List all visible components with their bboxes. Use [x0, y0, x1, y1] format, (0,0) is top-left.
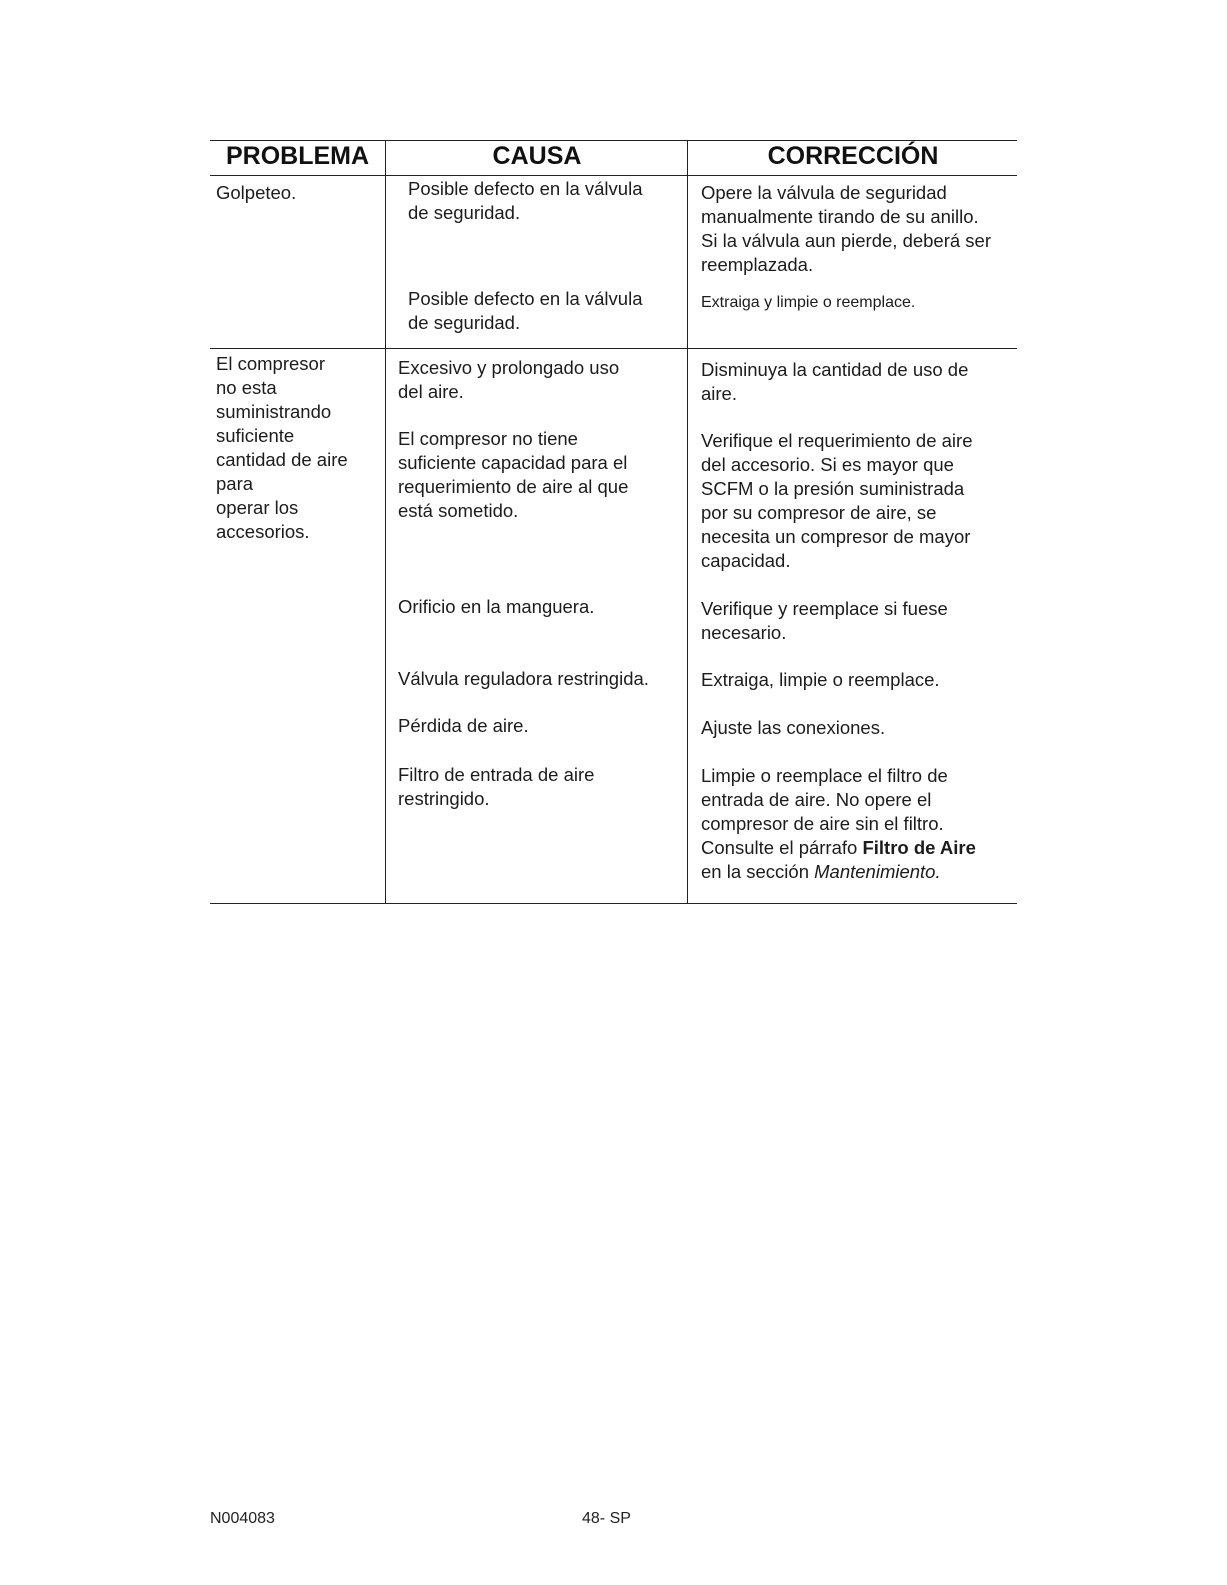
cause-regulator-restricted: Válvula reguladora restringida. [398, 668, 649, 689]
cause-excessive-use: Excesivo y prolongado uso del aire. [398, 357, 620, 402]
correction-filter-text: Limpie o reemplace el filtro de entrada de aire. No opere el compresor de aire sin el filtro. Consulte el párrafo [701, 765, 948, 858]
cause-safety-valve-2: Posible defecto en la válvula de seguridad. [408, 288, 643, 333]
cause-air-loss: Pérdida de aire. [398, 715, 529, 736]
correction-safety-valve-1: Opere la válvula de seguridad manualmente tirando de su anillo. Si la válvula aun pierde, deberá ser reemplazada. [701, 182, 992, 275]
problem-golpeteo: Golpeteo. [216, 182, 297, 203]
header-problem: PROBLEMA [225, 142, 370, 170]
cause-low-capacity: El compresor no tiene suficiente capacidad para el requerimiento de aire al que está sometido. [398, 428, 629, 521]
correction-filter [701, 764, 976, 884]
row-divider-rule [210, 348, 1017, 349]
correction-check-requirement: Verifique el requerimiento de aire del accesorio. Si es mayor que SCFM o la presión suministrada por su compresor de aire, se necesita un compresor de mayor capacidad. [701, 430, 973, 571]
column-divider-1 [385, 140, 386, 903]
header-correction: CORRECCIÓN [767, 142, 939, 170]
header-bottom-rule [210, 175, 1017, 176]
correction-filter-text-2: en la sección [701, 861, 809, 882]
correction-replace-hose: Verifique y reemplace si fuese necesario. [701, 598, 948, 643]
problem-insufficient-air: El compresor no esta suministrando suficiente cantidad de aire para operar los accesorios. [216, 353, 348, 542]
cause-filter-restricted: Filtro de entrada de aire restringido. [398, 764, 595, 809]
document-code: N004083 [210, 1510, 275, 1527]
correction-extract-clean: Extraiga y limpie o reemplace. [701, 294, 916, 311]
filter-section-ref: Filtro de Aire [862, 837, 976, 858]
table-top-rule [210, 140, 1017, 141]
cause-safety-valve-1: Posible defecto en la válvula de seguridad. [408, 178, 643, 223]
header-cause: CAUSA [492, 142, 582, 170]
cause-hose-leak: Orificio en la manguera. [398, 596, 595, 617]
correction-reduce-use: Disminuya la cantidad de uso de aire. [701, 359, 969, 404]
page-number: 48- SP [582, 1510, 631, 1527]
table-bottom-rule [210, 903, 1017, 904]
maintenance-section-ref: Mantenimiento. [814, 861, 941, 882]
correction-regulator: Extraiga, limpie o reemplace. [701, 669, 940, 690]
correction-tighten: Ajuste las conexiones. [701, 717, 886, 738]
column-divider-2 [687, 140, 688, 903]
